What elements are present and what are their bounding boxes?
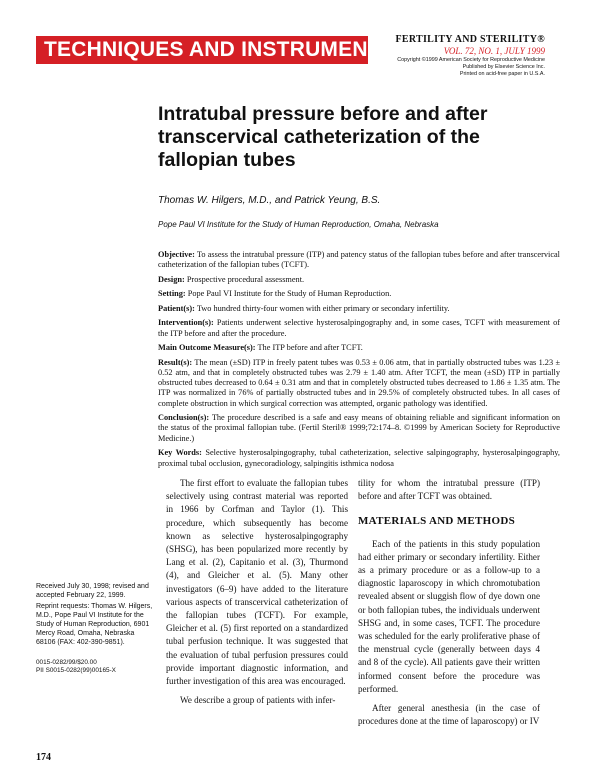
outcome-text: The ITP before and after TCFT. xyxy=(257,343,363,353)
abstract-patients xyxy=(158,304,560,314)
abstract-setting xyxy=(158,289,560,299)
interventions-text: Patients underwent selective hysterosalpingography and, in some cases, TCFT with measurement of the ITP before and after the procedure. xyxy=(158,318,561,338)
abstract-results xyxy=(158,358,560,409)
patients-text: Two hundred thirty-four women with either primary or secondary infertility. xyxy=(196,303,450,313)
objective-text: To assess the intratubal pressure (ITP) and patency status of the fallopian tubes before and after transcervical catheterization of the fallopian tubes (TCFT). xyxy=(158,250,560,270)
setting-label: Setting: xyxy=(158,289,186,299)
journal-volume: VOL. 72, NO. 1, JULY 1999 xyxy=(443,46,545,56)
design-label: Design: xyxy=(158,274,185,284)
journal-copyright xyxy=(345,57,545,78)
patients-label: Patient(s): xyxy=(158,303,195,313)
article-authors: Thomas W. Hilgers, M.D., and Patrick Yeung, B.S. xyxy=(158,195,381,206)
abstract-objective xyxy=(158,250,560,271)
body-column-left xyxy=(166,477,348,707)
outcome-label: Main Outcome Measure(s): xyxy=(158,343,256,353)
keywords-text: Selective hysterosalpingography, tubal catheterization, selective salpingography, hysterosalpingography, proximal tubal occlusion, gynecoradiology, salpingitis isthmica nodosa xyxy=(158,448,560,468)
results-text: The mean (±SD) ITP in freely patent tubes was 0.53 ± 0.06 atm, that in partially obstructed tubes was 1.23 ± 0.52 atm, and that in completely obstructed tubes was 2.79 ± 1.40 atm. After TCFT, the mean (±SD) ITP in partially obstructed tubes decreased to 0.64 ± 0.31 atm and that in completely obstructed tubes decreased to 1.86 ± 1.35 atm. The ITP was normalized in 76% of partially obstructed tubes and in 29.5% of completely obstructed tubes. In all cases of complete obstruction in which surgical correction was attempted, organic pathology was identified. xyxy=(158,357,560,408)
body-column-right xyxy=(358,477,540,728)
setting-text: Pope Paul VI Institute for the Study of Human Reproduction. xyxy=(187,289,392,299)
abstract-outcome xyxy=(158,343,560,353)
conclusion-label: Conclusion(s): xyxy=(158,413,210,423)
abstract-interventions xyxy=(158,318,560,339)
journal-header xyxy=(345,34,545,78)
title-line-1: Intratubal pressure before and after xyxy=(158,103,488,125)
interventions-label: Intervention(s): xyxy=(158,318,214,328)
issn-code: 0015-0282/99/$20.00 xyxy=(36,659,97,666)
methods-paragraph: Each of the patients in this study population had either primary or secondary infertility. Either as a primary procedure or as a follow-up to a diagnostic laparoscopy in which chromotubation revealed absent or sluggish flow of dye down one or both fallopian tubes, the individuals underwent SHSG and, in some cases, TCFT. The procedure was scheduled for the early proliferative phase of the menstrual cycle (generally between days 4 and 8 of the cycle). All patients gave their written informed consent before the procedure was performed. xyxy=(358,538,540,694)
publisher-line: Published by Elsevier Science Inc. xyxy=(462,64,545,70)
article-title xyxy=(158,103,558,172)
journal-name: FERTILITY AND STERILITY® xyxy=(395,34,545,45)
methods-paragraph-2: After general anesthesia (in the case of procedures done at the time of laparoscopy) or IV xyxy=(358,703,540,727)
intro-continuation: tility for whom the intratubal pressure (ITP) before and after TCFT was obtained. xyxy=(358,478,540,502)
page-number: 174 xyxy=(36,752,51,763)
section-heading: MATERIALS AND METHODS xyxy=(358,515,516,528)
received-dates: Received July 30, 1998; revised and accepted February 22, 1999. xyxy=(36,583,149,599)
article-sidenote xyxy=(36,582,154,675)
conclusion-text: The procedure described is a safe and easy means of obtaining reliable and significant information on the status of the proximal fallopian tube. (Fertil Steril® 1999;72:174–8. ©1999 by American Society for Reproductive Medicine.) xyxy=(158,413,560,443)
copyright-line: Copyright ©1999 American Society for Reproductive Medicine xyxy=(397,57,545,63)
keywords-label: Key Words: xyxy=(158,448,202,458)
pii-code: PII S0015-0282(99)00165-X xyxy=(36,667,116,674)
printing-line: Printed on acid-free paper in U.S.A. xyxy=(459,71,545,77)
title-line-2: transcervical catheterization of the xyxy=(158,126,480,148)
objective-label: Objective: xyxy=(158,250,195,259)
abstract-conclusion xyxy=(158,413,560,444)
section-banner: TECHNIQUES AND INSTRUMENTATION xyxy=(36,36,368,64)
intro-paragraph: The first effort to evaluate the fallopian tubes selectively using contrast material was reported in 1966 by Corfman and Taylor (1). This procedure, which subsequently has become known as selective hysterosalpingography (SHSG), has been popularized more recently by Lang et al. (2), Capitanio et al. (3), Thurmond (4), and Gleicher et al. (5). Many other investigators (6–9) have added to the literature various aspects of transcervical catheterization of the fallopian tubes (TCFT). For example, Gleicher et al. (5) first reported on a standardized tubal perfusion technique. It was suggested that the evaluation of tubal perfusion pressures could provide important diagnostic information, and further investigation of this area was encouraged. xyxy=(166,478,348,687)
reprint-requests: Reprint requests: Thomas W. Hilgers, M.D., Pope Paul VI Institute for the Study of Human Reproduction, 6901 Mercy Road, Omaha, Nebraska 68106 (FAX: 402-390-9851). xyxy=(36,603,153,646)
design-text: Prospective procedural assessment. xyxy=(186,274,305,284)
author-affiliation: Pope Paul VI Institute for the Study of Human Reproduction, Omaha, Nebraska xyxy=(158,220,439,229)
abstract-design xyxy=(158,275,560,285)
abstract-keywords xyxy=(158,448,560,469)
article-codes xyxy=(36,659,154,675)
intro-paragraph-2: We describe a group of patients with infer- xyxy=(180,695,336,706)
abstract xyxy=(158,250,560,473)
title-line-3: fallopian tubes xyxy=(158,149,296,171)
results-label: Result(s): xyxy=(158,357,193,367)
